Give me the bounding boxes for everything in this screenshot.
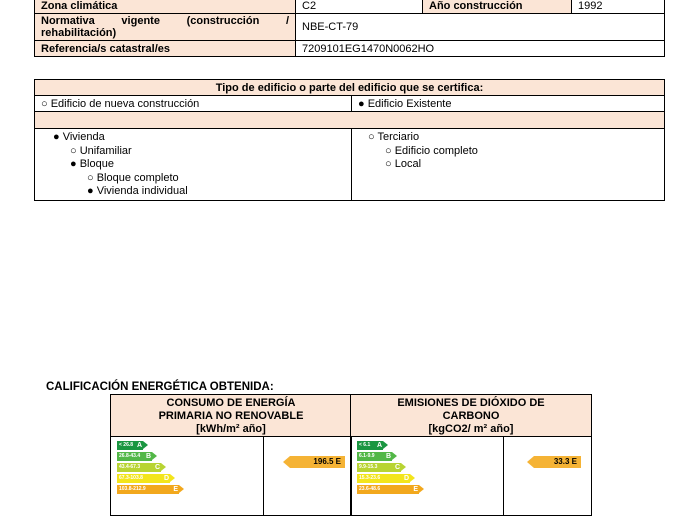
spacer-row xyxy=(35,112,665,129)
energy-band-letter: D xyxy=(163,475,169,482)
radio-empty-icon: ○ xyxy=(41,97,48,110)
option-new-building-label: Edificio de nueva construcción xyxy=(50,97,200,110)
radio-empty-icon: ○ xyxy=(385,158,392,170)
energy-band-letter: B xyxy=(145,453,151,460)
energy-scale xyxy=(111,437,264,515)
list-item xyxy=(41,158,345,172)
co2-emissions-header xyxy=(351,395,591,437)
co2-emissions-box xyxy=(350,394,592,516)
co2-band-range: 6.1-9.9 xyxy=(359,453,375,459)
energy-band-b xyxy=(117,452,152,461)
energy-consumption-box xyxy=(110,394,352,516)
arrow-right-icon xyxy=(161,463,166,471)
list-item-label: Edificio completo xyxy=(394,144,478,157)
list-item-label: Bloque completo xyxy=(96,171,179,184)
co2-band-range: < 6.1 xyxy=(359,442,371,448)
radio-empty-icon: ○ xyxy=(368,131,375,143)
residential-cell xyxy=(35,129,352,201)
energy-band-range: < 26.8 xyxy=(119,442,134,448)
energy-band-e xyxy=(117,485,179,494)
list-item xyxy=(41,131,345,145)
co2-band-b xyxy=(357,452,392,461)
arrow-right-icon xyxy=(419,485,424,493)
arrow-right-icon xyxy=(152,452,157,460)
energy-band-d xyxy=(117,474,170,483)
energy-header-line1: CONSUMO DE ENERGÍA xyxy=(166,397,296,409)
energy-band-letter: A xyxy=(136,442,142,449)
climate-zone-label: Zona climática xyxy=(35,0,296,14)
co2-band-letter: B xyxy=(385,453,391,460)
arrow-right-icon xyxy=(410,474,415,482)
co2-header-line2: CARBONO xyxy=(442,410,500,422)
co2-band-d xyxy=(357,474,410,483)
energy-band-range: 103.8-212.9 xyxy=(119,486,146,492)
energy-band-range: 43.4-67.3 xyxy=(119,464,141,470)
list-item-label: Bloque xyxy=(79,158,114,170)
cadastral-ref-label: Referencia/s catastral/es xyxy=(35,41,296,57)
building-type-table xyxy=(34,79,665,201)
arrow-right-icon xyxy=(383,441,388,449)
radio-filled-icon: ● xyxy=(87,185,94,197)
arrow-right-icon xyxy=(143,441,148,449)
building-info-table xyxy=(34,0,665,57)
list-item xyxy=(41,185,345,199)
energy-band-letter: E xyxy=(173,486,178,493)
regulation-label-line2: rehabilitación) xyxy=(41,27,117,39)
construction-year-label: Año construcción xyxy=(423,0,572,14)
list-item xyxy=(358,145,658,159)
tertiary-list xyxy=(358,131,658,172)
co2-band-letter: A xyxy=(376,442,382,449)
radio-empty-icon: ○ xyxy=(385,144,392,157)
energy-band-a xyxy=(117,441,143,450)
tertiary-cell xyxy=(352,129,665,201)
list-item-label: Vivienda individual xyxy=(96,185,188,197)
energy-header-line2: PRIMARIA NO RENOVABLE xyxy=(158,410,304,422)
co2-band-range: 15.3-23.6 xyxy=(359,475,381,481)
regulation-value: NBE-CT-79 xyxy=(296,14,665,41)
energy-band-range: 26.8-43.4 xyxy=(119,453,141,459)
list-item-label: Unifamiliar xyxy=(79,144,132,157)
radio-empty-icon: ○ xyxy=(70,144,77,157)
cadastral-ref-value: 7209101EG1470N0062HO xyxy=(296,41,665,57)
radio-filled-icon: ● xyxy=(358,97,365,110)
co2-band-range: 9.9-15.3 xyxy=(359,464,378,470)
co2-band-a xyxy=(357,441,383,450)
option-existing-building xyxy=(352,96,665,112)
energy-band-range: 67.3-103.8 xyxy=(119,475,143,481)
arrow-right-icon xyxy=(392,452,397,460)
construction-year-value: 1992 xyxy=(572,0,665,14)
regulation-label-line1: Normativa vigente (construcción / xyxy=(41,15,289,27)
energy-band-c xyxy=(117,463,161,472)
co2-result-badge: 33.3 E xyxy=(534,456,581,468)
list-item xyxy=(358,158,658,172)
co2-band-range: 23.6-48.6 xyxy=(359,486,381,492)
list-item xyxy=(41,172,345,186)
energy-header-unit: [kWh/m² año] xyxy=(196,423,266,435)
list-item-label: Local xyxy=(394,158,422,170)
co2-band-c xyxy=(357,463,401,472)
climate-zone-value: C2 xyxy=(296,0,423,14)
co2-band-letter: E xyxy=(413,486,418,493)
arrow-right-icon xyxy=(179,485,184,493)
energy-consumption-header xyxy=(111,395,351,437)
arrow-right-icon xyxy=(401,463,406,471)
co2-header-line1: EMISIONES DE DIÓXIDO DE xyxy=(397,397,545,409)
co2-band-letter: C xyxy=(394,464,400,471)
residential-list xyxy=(41,131,345,199)
list-item-label: Vivienda xyxy=(62,131,105,143)
co2-band-letter: D xyxy=(403,475,409,482)
rating-title: CALIFICACIÓN ENERGÉTICA OBTENIDA: xyxy=(46,381,274,393)
radio-empty-icon: ○ xyxy=(87,171,94,184)
energy-result-badge: 196.5 E xyxy=(290,456,345,468)
list-item xyxy=(358,131,658,145)
building-type-header: Tipo de edificio o parte del edificio que se certifica: xyxy=(35,80,665,96)
co2-band-e xyxy=(357,485,419,494)
list-item xyxy=(41,145,345,159)
co2-header-unit: [kgCO2/ m² año] xyxy=(428,423,514,435)
arrow-right-icon xyxy=(170,474,175,482)
regulation-label xyxy=(35,14,296,41)
co2-scale xyxy=(351,437,504,515)
radio-filled-icon: ● xyxy=(70,158,77,170)
option-existing-building-label: Edificio Existente xyxy=(367,97,452,110)
list-item-label: Terciario xyxy=(377,131,420,143)
radio-filled-icon: ● xyxy=(53,131,60,143)
option-new-building xyxy=(35,96,352,112)
energy-band-letter: C xyxy=(154,464,160,471)
